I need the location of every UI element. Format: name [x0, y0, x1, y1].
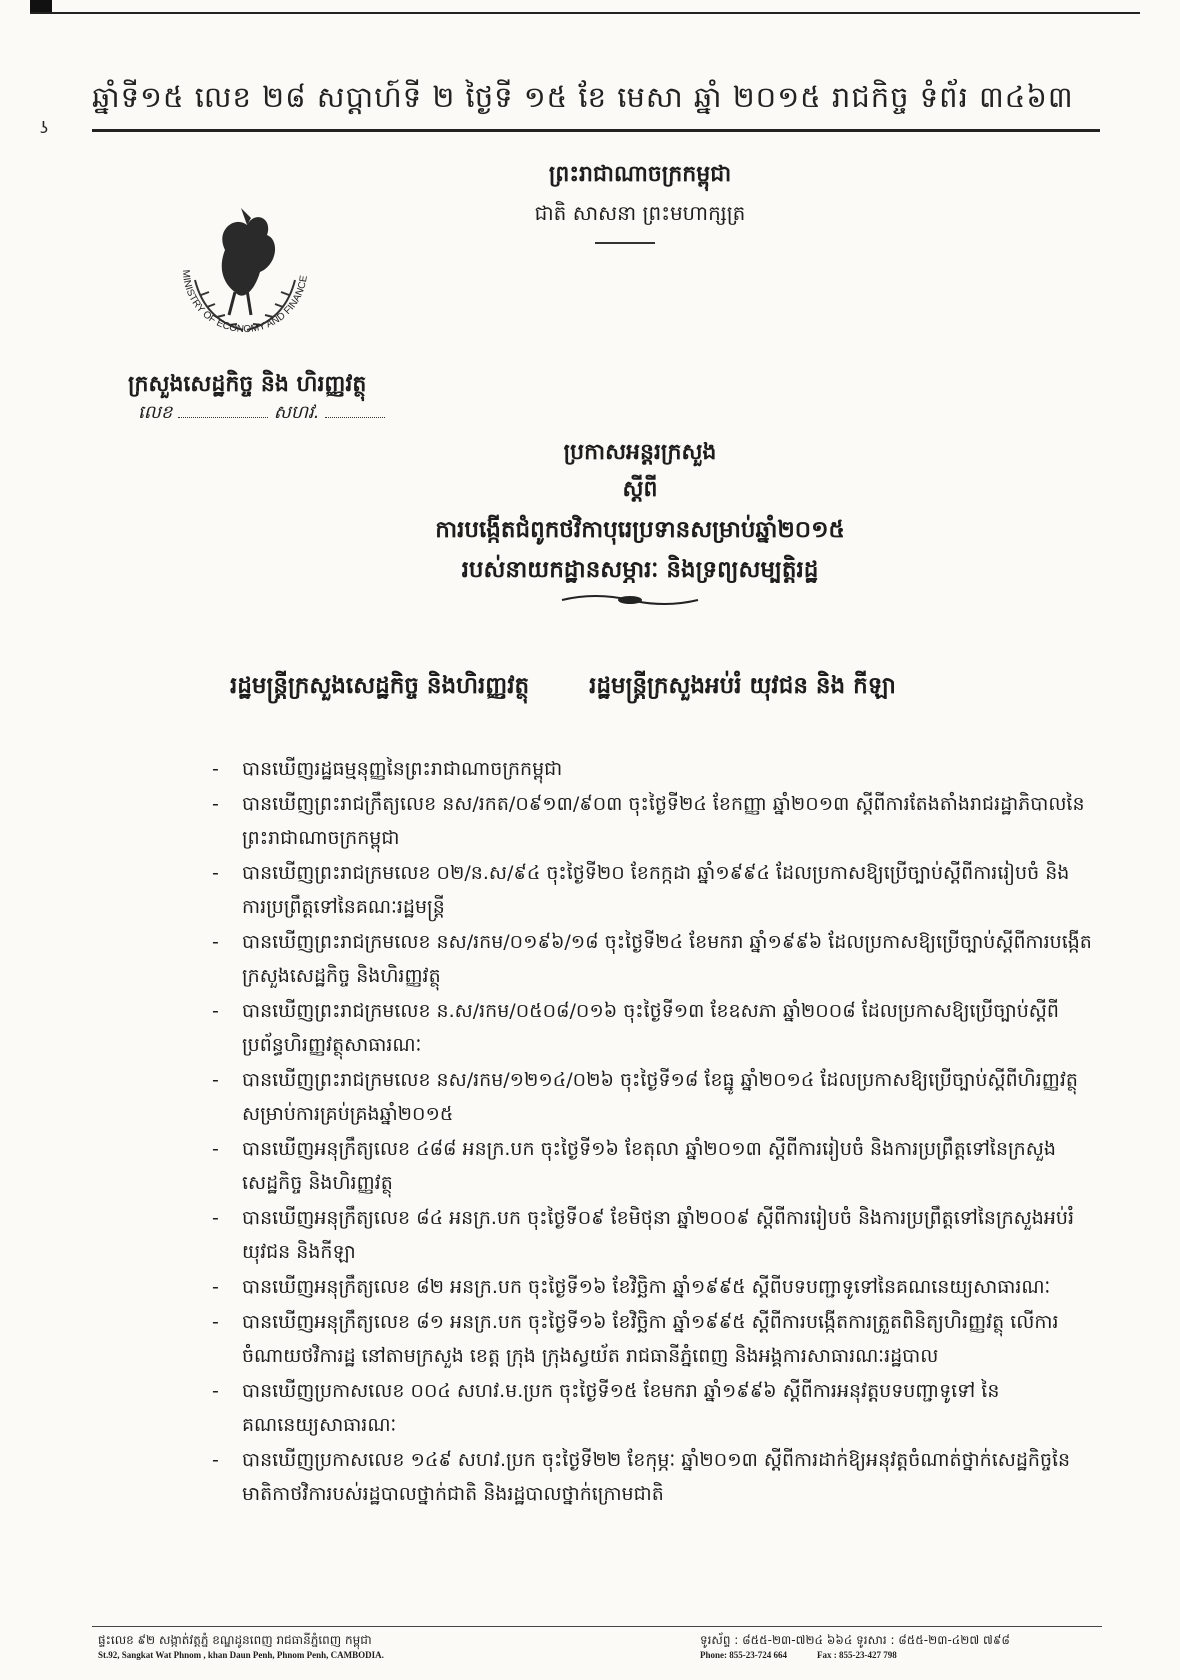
minister-education: រដ្ឋមន្ត្រីក្រសួងអប់រំ យុវជន និង កីឡា	[589, 673, 896, 699]
address-khmer: ផ្ទះលេខ ៩២ សង្កាត់វត្តភ្នំ ខណ្ឌដូនពេញ រាជធានីភ្នំពេញ កម្ពុជា	[98, 1633, 372, 1647]
bird-emblem-icon	[222, 208, 275, 315]
reference-prefix: លេខ	[138, 402, 173, 423]
list-item: - បានឃើញព្រះរាជក្រមលេខ ន.ស/រកម/០៥០៨/០១៦ ចុះថ្ងៃទី១៣ ខែឧសភា ឆ្នាំ២០០៨ ដែលប្រកាសឱ្យប្រើច្បាប់ស្តីពីប្រព័ន្ធហិរញ្ញវត្ថុសាធារណៈ	[212, 1000, 1059, 1056]
seal-text: MINISTRY OF ECONOMY AND FINANCE	[179, 269, 310, 336]
reference-handwritten	[178, 417, 268, 418]
national-motto: ជាតិ សាសនា ព្រះមហាក្សត្រ	[534, 201, 746, 225]
ministers-line	[230, 672, 1060, 705]
margin-mark: ʖ	[40, 118, 49, 137]
document-about: ស្តីពី	[622, 477, 658, 502]
list-item: - បានឃើញព្រះរាជក្រមលេខ នស/រកម/០១៩៦/១៨ ចុះថ្ងៃទី២៤ ខែមករា ឆ្នាំ១៩៩៦ ដែលប្រកាសឱ្យប្រើច្បាប់ស្តីពីការបង្កើតក្រសួងសេដ្ឋកិច្ច និងហិរញ្ញវត្ថុ	[212, 931, 1092, 987]
fax-english: Fax : 855-23-427 798	[817, 1650, 897, 1660]
document-title-line2: របស់នាយកដ្ឋានសម្ភារៈ និងទ្រព្យសម្បត្តិរដ្ឋ	[461, 557, 819, 583]
list-item: - បានឃើញព្រះរាជក្រមលេខ ០២/ន.ស/៩៤ ចុះថ្ងៃទី២០ ខែកក្កដា ឆ្នាំ១៩៩៤ ដែលប្រកាសឱ្យប្រើច្បាប់ស្តីពីការរៀបចំ និងការប្រព្រឹត្តទៅនៃគណៈរដ្ឋមន្ត្រី	[212, 862, 1070, 918]
kingdom-heading: ព្រះរាជាណាចក្រកម្ពុជា	[548, 162, 732, 187]
address-english: St.92, Sangkat Wat Phnom , khan Daun Penh, Phnom Penh, CAMBODIA.	[98, 1650, 384, 1660]
gazette-header: ឆ្នាំទី១៥ លេខ ២៨ សប្តាហ៍ទី ២ ថ្ងៃទី ១៥ ខែ មេសា ឆ្នាំ ២០១៥ រាជកិច្ច ទំព័រ ៣៤៦៣	[92, 80, 1074, 114]
header-divider	[92, 129, 1100, 132]
list-item: - បានឃើញព្រះរាជក្រឹត្យលេខ នស/រកត/០៩១៣/៩០៣ ចុះថ្ងៃទី២៤ ខែកញ្ញា ឆ្នាំ២០១៣ ស្តីពីការតែងតាំងរាជរដ្ឋាភិបាលនៃព្រះរាជាណាចក្រកម្ពុជា	[212, 793, 1085, 849]
footer-contact	[700, 1632, 1010, 1660]
list-item: - បានឃើញអនុក្រឹត្យលេខ ៨១ អនក្រ.បក ចុះថ្ងៃទី១៦ ខែវិច្ឆិកា ឆ្នាំ១៩៩៥ ស្តីពីការបង្កើតការត្រួតពិនិត្យហិរញ្ញវត្ថុ លើការចំណាយថវិការដ្ឋ នៅតាមក្រសួង ខេត្ត ក្រុង ក្រុងស្វយ័ត រាជធានីភ្នំពេញ និងអង្គការសាធារណៈរដ្ឋបាល	[212, 1311, 1059, 1367]
document-title-line1: ការបង្កើតជំពូកថវិកាបុរេប្រទានសម្រាប់ឆ្នាំ២០១៥	[435, 517, 845, 543]
top-edge-mark	[30, 0, 52, 12]
issuing-ministry: ក្រសួងសេដ្ឋកិច្ច និង ហិរញ្ញវត្ថុ	[128, 372, 367, 397]
list-item: - បានឃើញអនុក្រឹត្យលេខ ៨២ អនក្រ.បក ចុះថ្ងៃទី១៦ ខែវិច្ឆិកា ឆ្នាំ១៩៩៥ ស្តីពីបទបញ្ជាទូទៅនៃគណនេយ្យសាធារណៈ	[212, 1276, 1051, 1298]
reference-line	[138, 400, 385, 427]
footer-address	[98, 1632, 384, 1660]
list-item: - បានឃើញអនុក្រឹត្យលេខ ៨៤ អនក្រ.បក ចុះថ្ងៃទី០៩ ខែមិថុនា ឆ្នាំ២០០៩ ស្តីពីការរៀបចំ និងការប្រព្រឹត្តទៅនៃក្រសួងអប់រំ យុវជន និងកីឡា	[212, 1207, 1074, 1263]
list-item: - បានឃើញអនុក្រឹត្យលេខ ៤៨៨ អនក្រ.បក ចុះថ្ងៃទី១៦ ខែតុលា ឆ្នាំ២០១៣ ស្តីពីការរៀបចំ និងការប្រព្រឹត្តទៅនៃក្រសួងសេដ្ឋកិច្ច និងហិរញ្ញវត្ថុ	[212, 1138, 1056, 1194]
list-item: - បានឃើញប្រកាសលេខ ០០៤ សហវ.ម.ប្រក ចុះថ្ងៃទី១៥ ខែមករា ឆ្នាំ១៩៩៦ ស្តីពីការអនុវត្តបទបញ្ជាទូទៅ នៃគណនេយ្យសាធារណៈ	[212, 1380, 1000, 1436]
list-item: - បានឃើញព្រះរាជក្រមលេខ នស/រកម/១២១៤/០២៦ ចុះថ្ងៃទី១៨ ខែធ្នូ ឆ្នាំ២០១៤ ដែលប្រកាសឱ្យប្រើច្បាប់ស្តីពីហិរញ្ញវត្ថុសម្រាប់ការគ្រប់គ្រងឆ្នាំ២០១៥	[212, 1069, 1078, 1125]
reference-suffix: សហវ.	[273, 402, 320, 423]
legal-basis-list	[212, 752, 1092, 1512]
list-item: - បានឃើញរដ្ឋធម្មនុញ្ញនៃព្រះរាជាណាចក្រកម្ពុជា	[212, 758, 563, 780]
phone-khmer: ទូរស័ព្ទ : ៨៥៥-២៣-៧២៤ ៦៦៤ ទូរសារ : ៨៥៥-២៣-៤២៧ ៧៩៨	[700, 1633, 1010, 1647]
list-item: - បានឃើញប្រកាសលេខ ១៤៩ សហវ.ប្រក ចុះថ្ងៃទី២២ ខែកុម្ភៈ ឆ្នាំ២០១៣ ស្តីពីការដាក់ឱ្យអនុវត្តចំណាត់ថ្នាក់សេដ្ឋកិច្ចនៃមាតិកាថវិការបស់រដ្ឋបាលថ្នាក់ជាតិ និងរដ្ឋបាលថ្នាក់ក្រោមជាតិ	[212, 1449, 1071, 1505]
reference-handwritten-2	[325, 417, 385, 418]
title-ornament	[560, 592, 700, 608]
document-type: ប្រកាសអន្តរក្រសួង	[563, 440, 717, 465]
motto-ornament	[595, 242, 655, 244]
minister-economy: រដ្ឋមន្ត្រីក្រសួងសេដ្ឋកិច្ច និងហិរញ្ញវត្ថុ	[230, 673, 530, 699]
phone-english: Phone: 855-23-724 664	[700, 1650, 787, 1660]
footer-divider	[92, 1626, 1102, 1627]
top-edge-line	[30, 12, 1140, 14]
ministry-seal	[155, 180, 335, 360]
